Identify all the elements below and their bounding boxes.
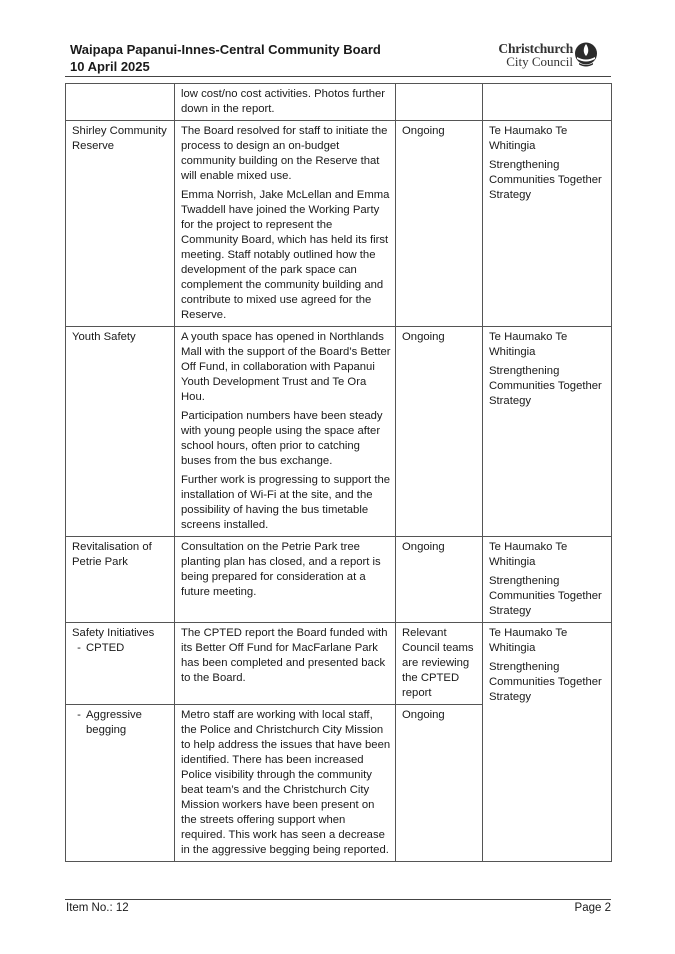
project-title: Safety Initiatives bbox=[72, 627, 155, 639]
update-paragraph: Participation numbers have been steady with young people using the space after school hours, often prior to catching buses from the bus exchange. bbox=[181, 410, 383, 467]
strategy-line: Strengthening Communities Together Strategy bbox=[489, 365, 602, 407]
table-row bbox=[66, 327, 612, 537]
update-cell bbox=[175, 84, 396, 121]
board-title: Waipapa Papanui-Innes-Central Community Board bbox=[70, 42, 381, 57]
update-cell bbox=[175, 623, 396, 705]
update-paragraph: The CPTED report the Board funded with its Better Off Fund for MacFarlane Park has been completed and presented back to the Board. bbox=[181, 627, 388, 684]
project-cell bbox=[66, 705, 175, 862]
header-divider bbox=[65, 76, 611, 77]
strategy-line: Strengthening Communities Together Strategy bbox=[489, 159, 602, 201]
update-cell bbox=[175, 121, 396, 327]
status-cell: Ongoing bbox=[396, 121, 483, 327]
update-paragraph: Further work is progressing to support the installation of Wi-Fi at the site, and the possibility of having the bus timetable screens installed. bbox=[181, 474, 391, 531]
strategy-line: Te Haumako Te Whitingia bbox=[489, 331, 568, 358]
status-cell: Relevant Council teams are reviewing the CPTED report bbox=[396, 623, 483, 705]
strategy-cell bbox=[483, 537, 612, 623]
status-cell: Ongoing bbox=[396, 537, 483, 623]
update-paragraph: A youth space has opened in Northlands Mall with the support of the Board’s Better Off Fund, in collaboration with Papanui Youth Development Trust and Te Ora Hou. bbox=[181, 331, 391, 403]
footer-divider bbox=[65, 899, 611, 900]
table-row bbox=[66, 623, 612, 705]
sub-item-label: CPTED bbox=[86, 642, 125, 654]
page-number: Page 2 bbox=[574, 902, 611, 914]
strategy-cell bbox=[483, 121, 612, 327]
strategy-line: Te Haumako Te Whitingia bbox=[489, 627, 568, 654]
table-row bbox=[66, 84, 612, 121]
strategy-line: Strengthening Communities Together Strategy bbox=[489, 575, 602, 617]
status-cell: Ongoing bbox=[396, 705, 483, 862]
table-row bbox=[66, 121, 612, 327]
update-paragraph: Consultation on the Petrie Park tree planting plan has closed, and a report is being prepared for consideration at a future meeting. bbox=[181, 541, 381, 598]
strategy-line: Te Haumako Te Whitingia bbox=[489, 125, 568, 152]
project-cell: Youth Safety bbox=[66, 327, 175, 537]
update-cell bbox=[175, 705, 396, 862]
sub-item bbox=[72, 708, 168, 738]
strategy-cell bbox=[483, 327, 612, 537]
project-cell: Revitalisation of Petrie Park bbox=[66, 537, 175, 623]
strategy-cell bbox=[483, 84, 612, 121]
project-cell bbox=[66, 623, 175, 705]
council-emblem-icon bbox=[574, 42, 598, 68]
update-cell bbox=[175, 537, 396, 623]
sub-item-label: Aggressive begging bbox=[86, 709, 142, 736]
sub-item bbox=[72, 641, 168, 656]
meeting-date: 10 April 2025 bbox=[70, 59, 150, 74]
update-paragraph: low cost/no cost activities. Photos further down in the report. bbox=[181, 88, 386, 115]
project-cell: Shirley Community Reserve bbox=[66, 121, 175, 327]
logo-line-1: Christchurch bbox=[498, 41, 573, 56]
update-paragraph: Metro staff are working with local staff, the Police and Christchurch City Mission to help address the issues that have been identified. There has been increased Police visibility through the community beat team’s and the Christchurch City Mission workers have been present on the streets offering support when required. This work has seen a decrease in the aggressive begging being reported. bbox=[181, 709, 391, 856]
item-number: Item No.: 12 bbox=[66, 902, 129, 914]
project-cell bbox=[66, 84, 175, 121]
logo-line-2: City Council bbox=[506, 54, 573, 69]
status-cell bbox=[396, 84, 483, 121]
update-paragraph: Emma Norrish, Jake McLellan and Emma Twaddell have joined the Working Party for the project to represent the Community Board, which has held its first meeting. Staff notably outlined how the development of the park space can complement the community building and contribute to mixed use agreed for the Reserve. bbox=[181, 189, 390, 321]
strategy-line: Strengthening Communities Together Strategy bbox=[489, 661, 602, 703]
list-dash: - bbox=[77, 642, 81, 654]
list-dash: - bbox=[77, 709, 81, 721]
table-row bbox=[66, 537, 612, 623]
strategy-line: Te Haumako Te Whitingia bbox=[489, 541, 568, 568]
council-logo bbox=[498, 41, 611, 73]
update-paragraph: The Board resolved for staff to initiate the process to design an on-budget community building on the Reserve that will enable mixed use. bbox=[181, 125, 388, 182]
status-cell: Ongoing bbox=[396, 327, 483, 537]
project-table bbox=[65, 83, 612, 862]
update-cell bbox=[175, 327, 396, 537]
strategy-cell bbox=[483, 623, 612, 862]
page-header bbox=[70, 41, 611, 75]
